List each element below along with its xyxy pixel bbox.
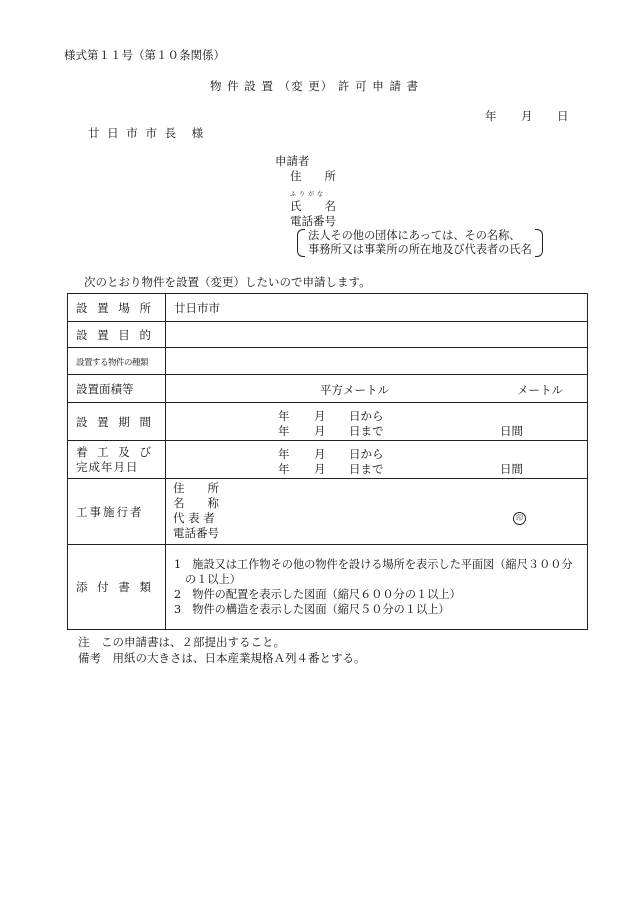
corporate-note [297, 229, 543, 257]
intro-text: 次のとおり物件を設置（変更）したいので申請します。 [84, 275, 371, 289]
applicant-heading: 申請者 [275, 154, 310, 168]
value-location[interactable]: 廿日市市 [174, 300, 220, 315]
row-purpose [68, 322, 588, 348]
period-from-day: 日から [349, 408, 384, 423]
applicant-ruby: ふりがな [290, 191, 327, 198]
area-unit-sqm: 平方メートル [320, 382, 389, 397]
attachment-3: 3 物件の構造を表示した図面（縮尺５０分の１以上） [174, 603, 450, 616]
corporate-note-line1: 法人その他の団体にあっては、その名称、 [308, 229, 521, 242]
period-to-month: 月 [314, 423, 326, 438]
attachment-1a: 1 施設又は工作物その他の物件を設ける場所を表示した平面図（縮尺３００分 [174, 558, 573, 571]
attachment-2: 2 物件の配置を表示した図面（縮尺６００分の１以上） [174, 588, 461, 601]
construction-to-month: 月 [314, 461, 326, 476]
row-period [68, 403, 588, 441]
label-kind: 設置する物件の種類 [76, 358, 149, 368]
remark-text: 備考 用紙の大きさは、日本産業規格Ａ列４番とする。 [78, 651, 366, 665]
label-attachments: 添 付 書 類 [76, 580, 154, 594]
construction-to-year: 年 [278, 461, 290, 476]
row-attachments [68, 545, 588, 630]
label-construction-1: 着 工 及 び [76, 444, 154, 459]
value-kind[interactable] [166, 348, 588, 375]
bracket-left [297, 229, 305, 257]
label-period: 設 置 期 間 [76, 414, 154, 429]
date-month: 月 [521, 109, 533, 123]
label-location: 設 置 場 所 [76, 300, 154, 315]
value-purpose[interactable] [166, 322, 588, 348]
label-construction-2: 完成年月日 [76, 459, 139, 474]
row-contractor [68, 479, 588, 545]
label-area: 設置面積等 [76, 381, 134, 396]
contractor-phone-label: 電話番号 [173, 525, 219, 540]
period-to-year: 年 [278, 423, 290, 438]
seal-mark-icon: 印 [513, 512, 526, 525]
construction-to-day: 日まで [349, 461, 384, 476]
area-unit-m: メートル [517, 382, 563, 397]
construction-from-year: 年 [278, 446, 290, 461]
contractor-address-label: 住 所 [173, 480, 219, 495]
contractor-name-label: 名 称 [173, 495, 219, 510]
row-area [68, 375, 588, 403]
period-from-year: 年 [278, 408, 290, 423]
construction-from-month: 月 [314, 446, 326, 461]
note-text: 注 この申請書は、２部提出すること。 [78, 635, 285, 649]
row-location [68, 294, 588, 322]
addressee: 廿 日 市 市 長 様 [88, 126, 206, 140]
period-days: 日間 [500, 423, 523, 438]
period-to-day: 日まで [349, 423, 384, 438]
row-construction [68, 441, 588, 479]
construction-from-day: 日から [349, 446, 384, 461]
contractor-rep-label: 代 表 者 [173, 510, 215, 525]
corporate-note-line2: 事務所又は事業所の所在地及び代表者の氏名 [308, 243, 532, 256]
applicant-name-label: 氏 名 [290, 199, 336, 213]
period-from-month: 月 [314, 408, 326, 423]
construction-days: 日間 [500, 461, 523, 476]
attachment-1b: の１以上） [185, 573, 241, 586]
date-day: 日 [557, 109, 569, 123]
form-number: 様式第１１号（第１０条関係） [64, 48, 225, 62]
page-title: 物 件 設 置 （変 更） 許 可 申 請 書 [210, 79, 420, 93]
bracket-right [535, 229, 543, 257]
applicant-phone-label: 電話番号 [290, 214, 336, 228]
application-form-table [67, 293, 588, 630]
applicant-address-label: 住 所 [290, 169, 336, 183]
label-contractor: 工事施行者 [76, 504, 144, 519]
date-year: 年 [485, 109, 497, 123]
row-kind [68, 348, 588, 375]
label-purpose: 設 置 目 的 [76, 327, 154, 342]
